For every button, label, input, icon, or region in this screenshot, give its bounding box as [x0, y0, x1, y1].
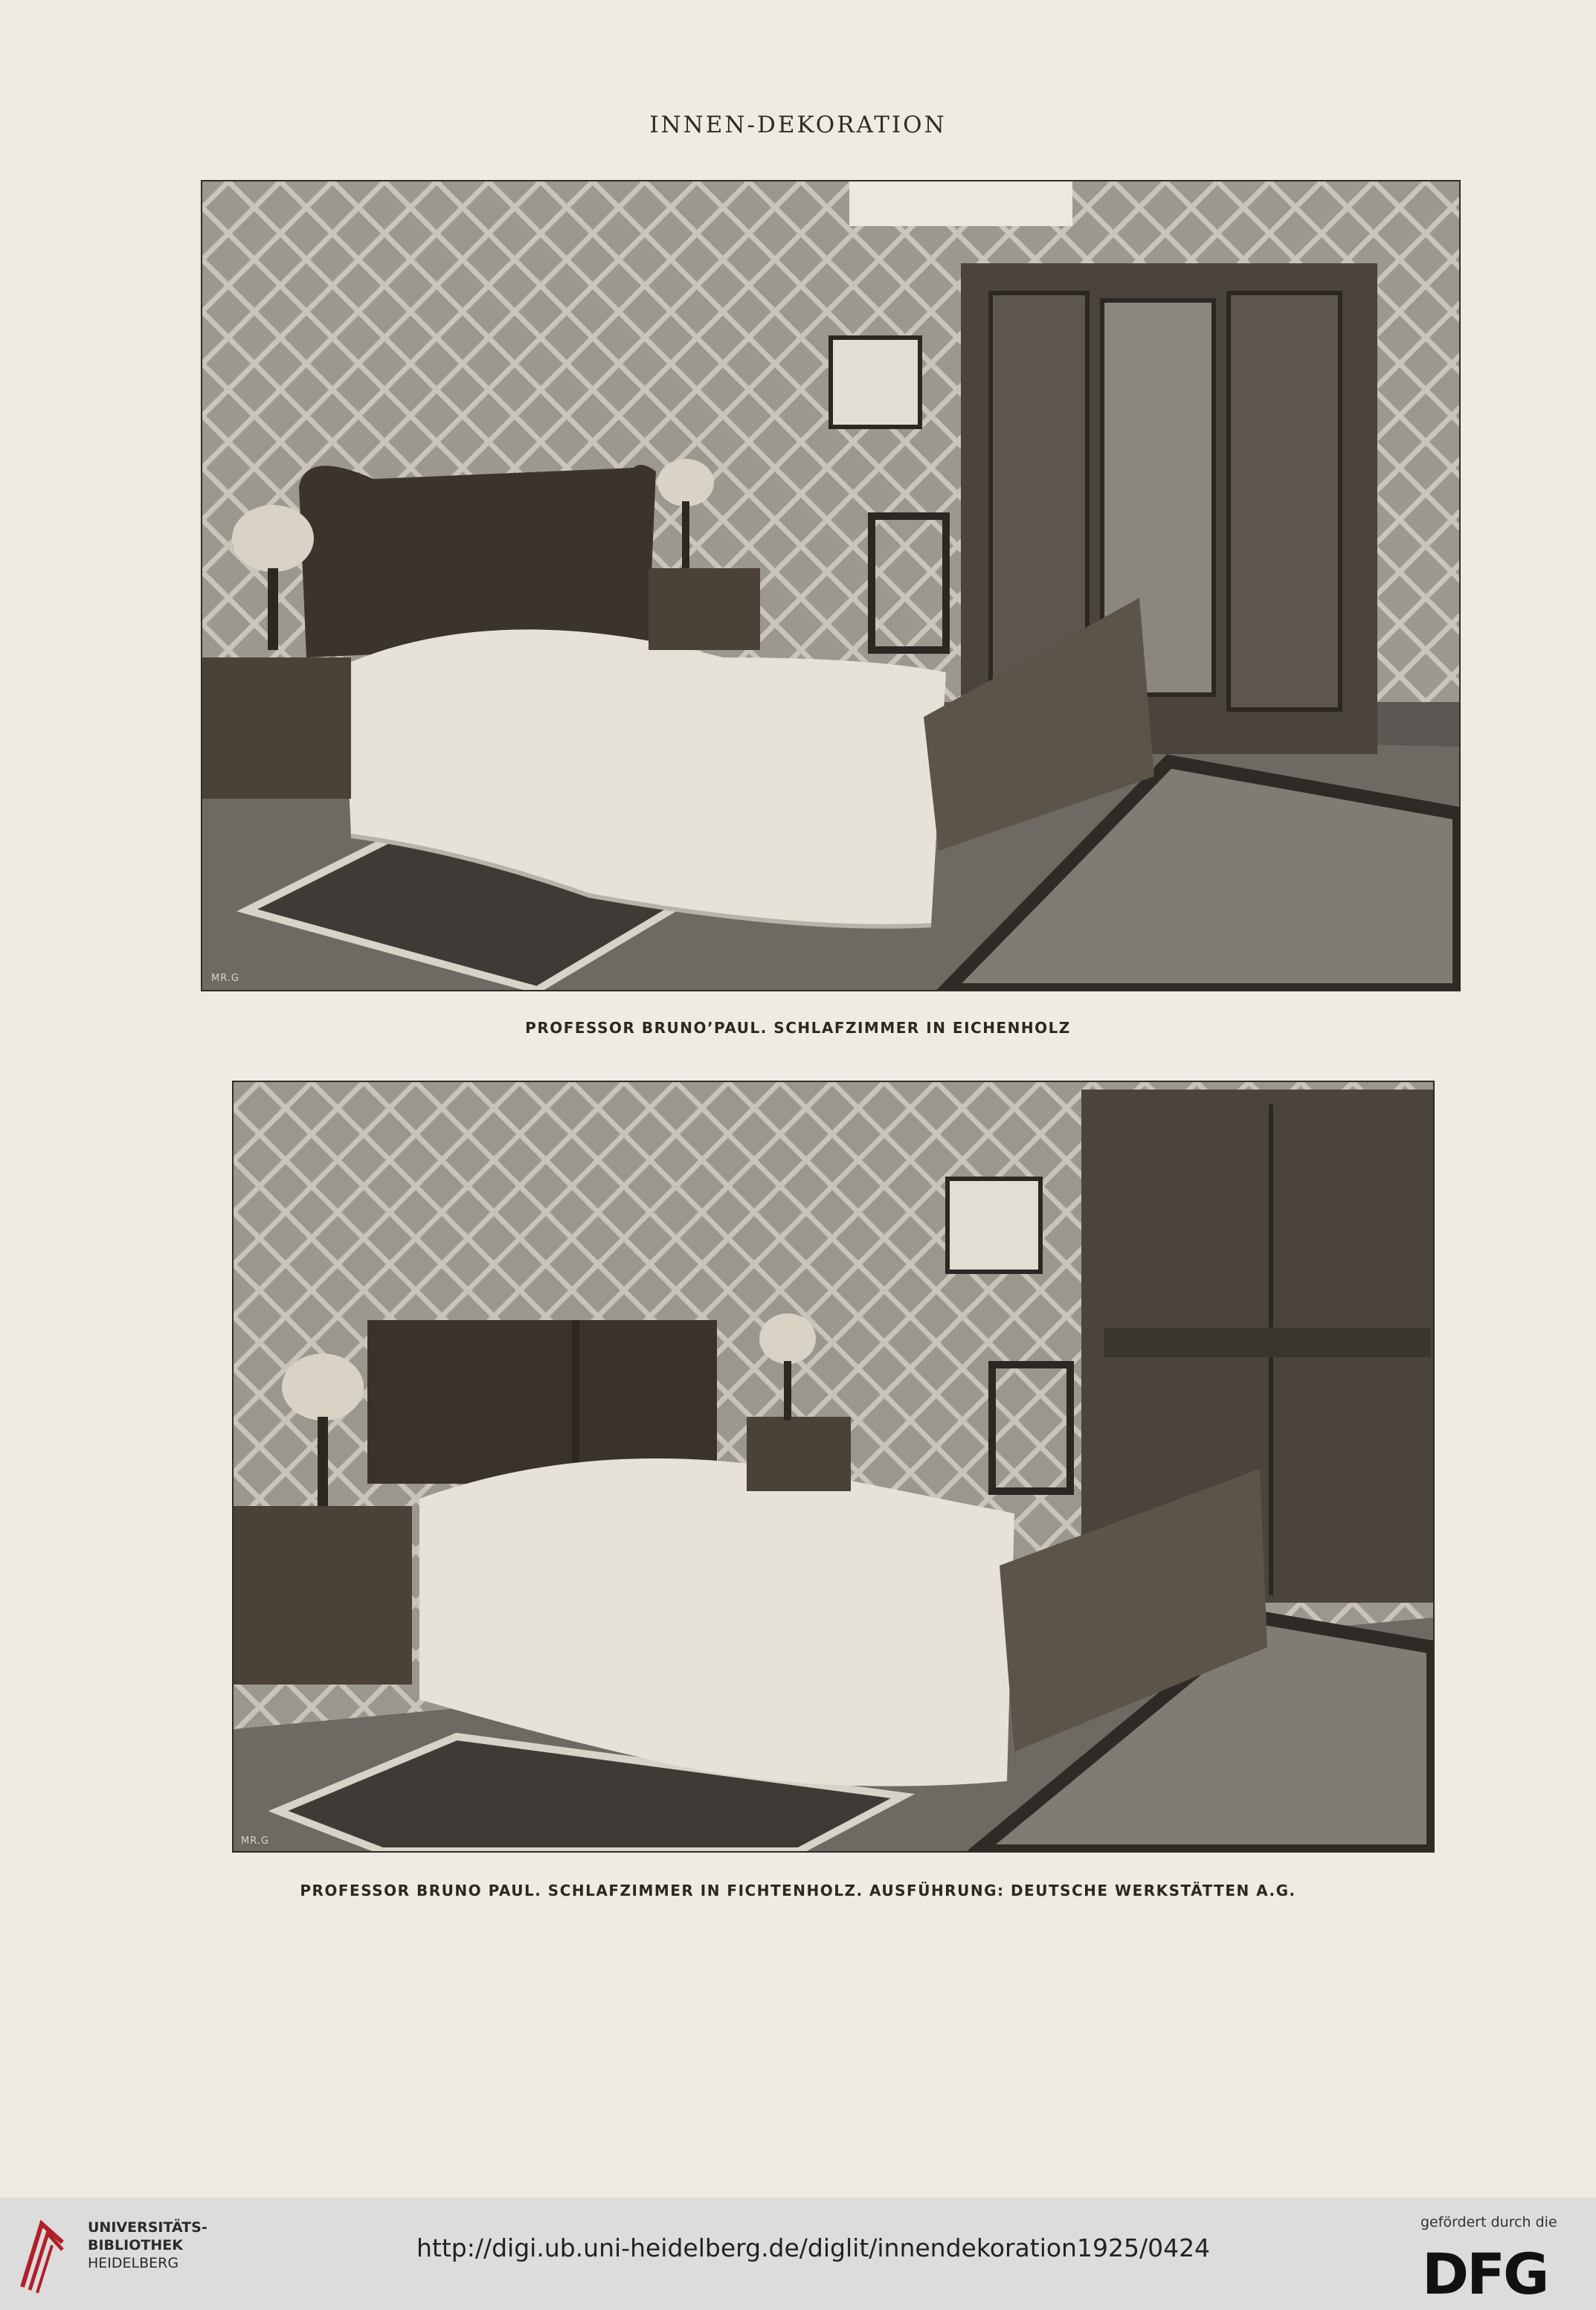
photo-signature: MR.G: [211, 973, 239, 984]
bedroom-oak-illustration: [202, 181, 1459, 990]
source-url-link[interactable]: http://digi.ub.uni-heidelberg.de/diglit/innendekoration1925/0424: [416, 2233, 1211, 2262]
library-name-line3: HEIDELBERG: [88, 2255, 179, 2271]
caption-bedroom-oak: PROFESSOR BRUNO’PAUL. SCHLAFZIMMER IN EICHENHOLZ: [525, 1019, 1071, 1037]
page-title: INNEN-DEKORATION: [649, 112, 947, 138]
photo-bedroom-spruce: [232, 1081, 1435, 1853]
bedroom-spruce-illustration: [234, 1082, 1433, 1851]
photo-signature: MR.G: [241, 1836, 269, 1847]
photo-bedroom-oak: [201, 180, 1461, 991]
library-logo-icon: [19, 2213, 65, 2294]
footer-bar: [0, 2198, 1596, 2310]
caption-bedroom-spruce: PROFESSOR BRUNO PAUL. SCHLAFZIMMER IN FICHTENHOLZ. AUSFÜHRUNG: DEUTSCHE WERKSTÄTTEN A.G.: [300, 1882, 1296, 1899]
library-name-line1: UNIVERSITÄTS-: [88, 2219, 207, 2236]
funded-by-label: gefördert durch die: [1420, 2214, 1557, 2230]
library-name: [88, 2219, 207, 2272]
library-name-line2: BIBLIOTHEK: [88, 2237, 183, 2253]
dfg-logo: DFG: [1422, 2241, 1548, 2307]
